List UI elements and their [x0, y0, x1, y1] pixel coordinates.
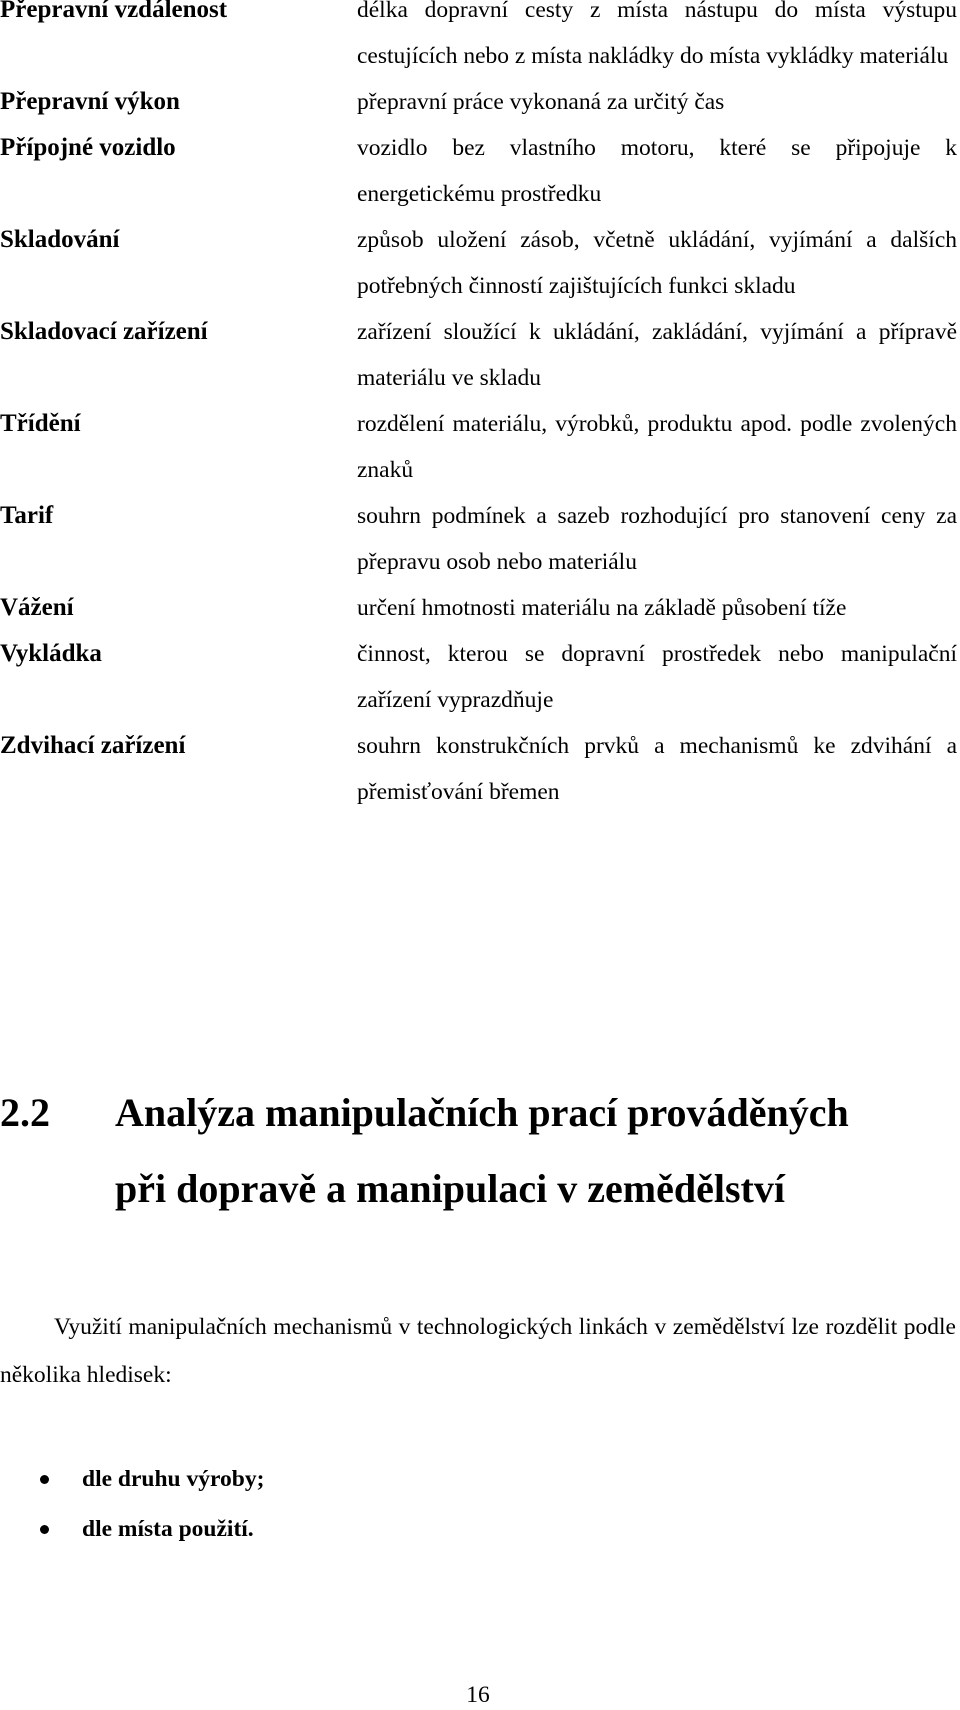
glossary-term: Vážení: [0, 594, 74, 621]
glossary-definition: vozidlo bez vlastního motoru, které se připojuje k energetickému prostředku: [357, 135, 957, 207]
bullet-text: dle druhu výroby;: [82, 1465, 265, 1492]
glossary-term: Přepravní výkon: [0, 88, 180, 115]
glossary-entry: [0, 79, 960, 125]
glossary-definition: činnost, kterou se dopravní prostředek nebo manipulační zařízení vyprazdňuje: [357, 641, 957, 713]
glossary-term: Přepravní vzdálenost: [0, 0, 228, 23]
glossary-entry: [0, 723, 960, 815]
glossary-entry: [0, 217, 960, 309]
glossary-entry: [0, 401, 960, 493]
section-title-line-2: při dopravě a manipulaci v zemědělství: [115, 1166, 785, 1211]
section-number-spacer: [0, 1151, 115, 1227]
section-title-line-1: Analýza manipulačních prací prováděných: [115, 1090, 849, 1135]
glossary-list: [0, 0, 960, 815]
glossary-term: Tarif: [0, 502, 54, 529]
section-heading-line-2: [0, 1151, 960, 1227]
glossary-term: Třídění: [0, 410, 81, 437]
glossary-term: Skladování: [0, 226, 120, 253]
glossary-definition: přepravní práce vykonaná za určitý čas: [357, 89, 725, 115]
glossary-definition: délka dopravní cesty z místa nástupu do místa výstupu cestujících nebo z místa nakládky do místa vykládky materiálu: [357, 0, 957, 69]
bullet-icon: [40, 1525, 49, 1534]
glossary-definition: určení hmotnosti materiálu na základě působení tíže: [357, 595, 847, 621]
bullet-icon: [40, 1475, 49, 1484]
glossary-definition: způsob uložení zásob, včetně ukládání, vyjímání a dalších potřebných činností zajištujících funkci skladu: [357, 227, 957, 299]
glossary-definition: souhrn podmínek a sazeb rozhodující pro stanovení ceny za přepravu osob nebo materiálu: [357, 503, 957, 575]
glossary-entry: [0, 631, 960, 723]
glossary-entry: [0, 493, 960, 585]
glossary-term: Přípojné vozidlo: [0, 134, 176, 161]
bullet-item: [0, 1454, 900, 1504]
intro-paragraph: Využití manipulačních mechanismů v technologických linkách v zemědělství lze rozdělit podle několika hledisek:: [0, 1314, 956, 1388]
page-number: 16: [466, 1682, 490, 1708]
glossary-definition: zařízení sloužící k ukládání, zakládání, vyjímání a přípravě materiálu ve skladu: [357, 319, 957, 391]
section-number: 2.2: [0, 1090, 50, 1135]
section-heading: [0, 1075, 960, 1227]
glossary-entry: [0, 585, 960, 631]
bullet-item: [0, 1504, 900, 1554]
bullet-text: dle místa použití.: [82, 1515, 254, 1542]
glossary-term: Skladovací zařízení: [0, 318, 208, 345]
glossary-entry: [0, 309, 960, 401]
glossary-entry: [0, 0, 960, 79]
glossary-entry: [0, 125, 960, 217]
glossary-term: Vykládka: [0, 640, 102, 667]
glossary-definition: souhrn konstrukčních prvků a mechanismů ke zdvihání a přemisťování břemen: [357, 733, 957, 805]
glossary-term: Zdvihací zařízení: [0, 732, 186, 759]
bullet-list: [0, 1454, 900, 1554]
section-heading-line-1: [0, 1075, 960, 1151]
glossary-definition: rozdělení materiálu, výrobků, produktu apod. podle zvolených znaků: [357, 411, 957, 483]
